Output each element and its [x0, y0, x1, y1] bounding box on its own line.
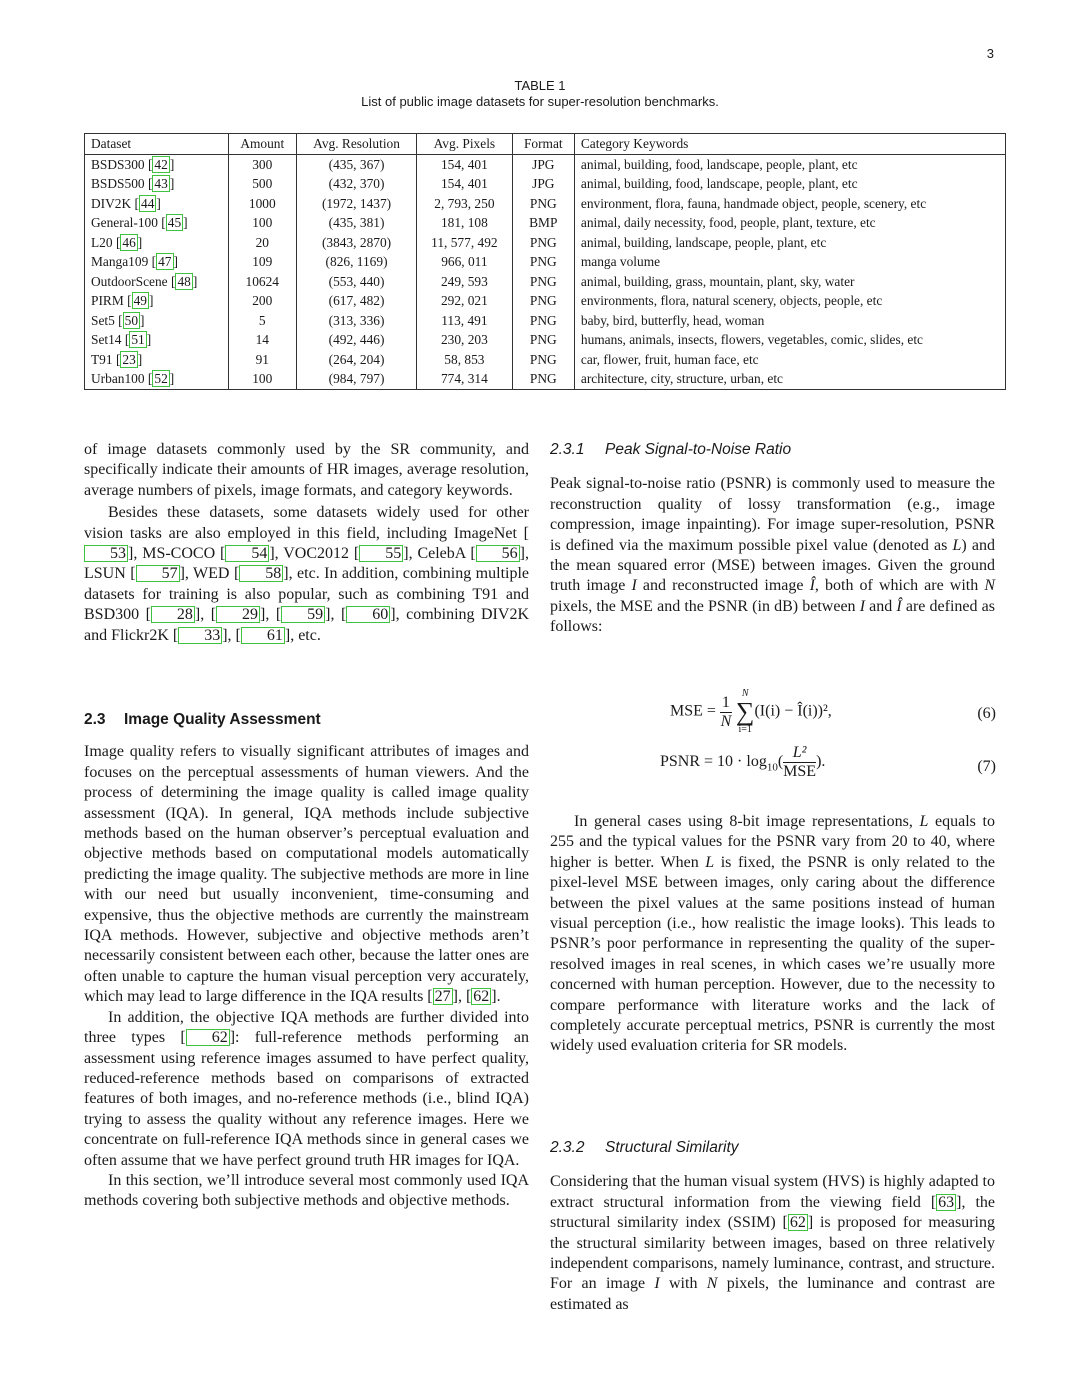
cell-resolution: (435, 367) — [297, 154, 417, 174]
equation-7: PSNR = $10 \cdot \log_{10}$( $\frac{\text{L²}}{\text{MSE}}$ ). (7) — [660, 744, 996, 780]
cell-dataset: Urban100 [ 52 ] — [85, 369, 229, 389]
cell-resolution: (826, 1169) — [297, 252, 417, 272]
citation-link[interactable]: 42 — [154, 156, 168, 172]
citation-link[interactable]: 56 — [476, 545, 520, 562]
cell-amount: 14 — [228, 330, 296, 350]
cell-format: JPG — [512, 174, 574, 194]
subsection-heading: 2.3.2 Structural Similarity — [550, 1139, 739, 1156]
cell-resolution: (492, 446) — [297, 330, 417, 350]
col-header-format: Format — [512, 134, 574, 155]
cell-amount: 100 — [228, 213, 296, 233]
paragraph: Peak signal-to-noise ratio (PSNR) is commonly used to measure the reconstruction quality of lossy transformation (e.g., image compression, image inpainting). For image super-resolution, PSNR is defined via the maximum possible pixel value (denoted as L) and the mean squared error (MSE) between images. Given the ground truth image I and reconstructed image Î, both of which are with N pixels, the MSE and the PSNR (in dB) between I and Î are defined as follows: — [550, 475, 996, 636]
cell-amount: 1000 — [228, 194, 296, 214]
cell-resolution: (313, 336) — [297, 311, 417, 331]
citation-link[interactable]: 57 — [136, 565, 180, 582]
cell-dataset: General-100 [ 45 ] — [85, 213, 229, 233]
citation-link[interactable]: 60 — [346, 606, 390, 623]
cell-pixels: 154, 401 — [417, 174, 513, 194]
cell-format: PNG — [512, 272, 574, 292]
cell-format: PNG — [512, 330, 574, 350]
dataset-name: Urban100 — [91, 371, 145, 386]
citation-link[interactable]: 44 — [141, 195, 155, 211]
dataset-name: PIRM — [91, 293, 124, 308]
table-header-row — [85, 134, 1006, 155]
dataset-name: BSDS500 — [91, 176, 145, 191]
cell-pixels: 2, 793, 250 — [417, 194, 513, 214]
table-row — [85, 174, 1006, 194]
page-number: 3 — [986, 46, 994, 61]
cell-keywords: animal, building, food, landscape, people, plant, etc — [574, 154, 1005, 174]
cell-dataset: Set5 [ 50 ] — [85, 311, 229, 331]
cell-format: PNG — [512, 291, 574, 311]
cell-amount: 100 — [228, 369, 296, 389]
citation-link[interactable]: 62 — [473, 988, 490, 1006]
cell-pixels: 230, 203 — [417, 330, 513, 350]
cell-keywords: car, flower, fruit, human face, etc — [574, 350, 1005, 370]
table-row — [85, 369, 1006, 389]
dataset-name: Set14 — [91, 332, 122, 347]
table-row — [85, 330, 1006, 350]
cell-format: JPG — [512, 154, 574, 174]
cell-format: PNG — [512, 311, 574, 331]
citation-link[interactable]: 62 — [186, 1029, 230, 1046]
table-row — [85, 252, 1006, 272]
equation-6: MSE = $\frac{1}{N}$ N ∑ i=1 (I(i) − Î(i))², (6) — [670, 688, 996, 735]
paragraph: In addition, the objective IQA methods are further divided into three types [ 62 ]: full-reference methods performing an assessment using reference images assumed to have perfect quality, reduced-reference methods based on comparisons of extracted features of both images, and no-reference methods (i.e., blind IQA) trying to assess the quality without any reference images. Here we concentrate on full-reference IQA methods since in general cases we often assume that we have perfect ground truth HR images for IQA. — [84, 1008, 530, 1169]
cell-pixels: 292, 021 — [417, 291, 513, 311]
cell-keywords: environment, flora, fauna, handmade object, people, scenery, etc — [574, 194, 1005, 214]
cell-resolution: (3843, 2870) — [297, 233, 417, 253]
citation-link[interactable]: 62 — [789, 1214, 806, 1232]
cell-dataset: L20 [ 46 ] — [85, 233, 229, 253]
cell-format: PNG — [512, 252, 574, 272]
cell-keywords: environments, flora, natural scenery, objects, people, etc — [574, 291, 1005, 311]
col-header-resolution: Avg. Resolution — [297, 134, 417, 155]
citation-link[interactable]: 28 — [151, 606, 195, 623]
citation-link[interactable]: 51 — [131, 332, 145, 347]
right-column-continued — [550, 812, 995, 1057]
table-row — [85, 154, 1006, 174]
citation-link[interactable]: 59 — [281, 606, 325, 623]
citation-link[interactable]: 27 — [434, 988, 451, 1006]
cell-amount: 20 — [228, 233, 296, 253]
table-row — [85, 194, 1006, 214]
cell-amount: 109 — [228, 252, 296, 272]
citation-link[interactable]: 55 — [359, 545, 403, 562]
cell-resolution: (984, 797) — [297, 369, 417, 389]
dataset-name: Set5 — [91, 312, 115, 328]
cell-resolution: (1972, 1437) — [297, 194, 417, 214]
subsection-heading: 2.3.1 Peak Signal-to-Noise Ratio — [550, 441, 792, 458]
citation-link[interactable]: 23 — [122, 351, 136, 367]
cell-keywords: manga volume — [574, 252, 1005, 272]
cell-dataset: DIV2K [ 44 ] — [85, 194, 229, 214]
citation-link[interactable]: 54 — [225, 545, 269, 562]
cell-amount: 300 — [228, 154, 296, 174]
table-row — [85, 291, 1006, 311]
cell-dataset: Manga109 [ 47 ] — [85, 252, 229, 272]
cell-dataset: OutdoorScene [ 48 ] — [85, 272, 229, 292]
cell-pixels: 58, 853 — [417, 350, 513, 370]
citation-link[interactable]: 47 — [158, 254, 172, 269]
dataset-name: Manga109 — [91, 254, 149, 269]
table-label: TABLE 1 — [514, 78, 566, 93]
paragraph: In general cases using 8-bit image representations, L equals to 255 and the typical values for the PSNR vary from 20 to 40, where higher is better. When L is fixed, the PSNR is only related to the pixel-level MSE between images, only caring about the difference between the pixel values at the same positions instead of human visual perception (i.e., how realistic the image looks). This leads to PSNR’s poor performance in representing the quality of the super-resolved images in real scenes, in which cases we’re usually more concerned with human perception. However, due to the necessity to compare performance with literature works and the lack of completely accurate perceptual metrics, PSNR is currently the most widely used evaluation criteria for SR models. — [550, 813, 996, 1055]
dataset-name: General-100 — [91, 215, 158, 230]
cell-format: PNG — [512, 369, 574, 389]
table-row — [85, 213, 1006, 233]
table-caption — [0, 78, 1080, 110]
cell-resolution: (553, 440) — [297, 272, 417, 292]
citation-link[interactable]: 46 — [122, 234, 136, 250]
col-header-dataset: Dataset — [85, 134, 229, 155]
cell-dataset: Set14 [ 51 ] — [85, 330, 229, 350]
cell-keywords: animal, daily necessity, food, people, plant, texture, etc — [574, 213, 1005, 233]
cell-format: BMP — [512, 213, 574, 233]
cell-keywords: baby, bird, butterfly, head, woman — [574, 311, 1005, 331]
cell-resolution: (435, 381) — [297, 213, 417, 233]
cell-amount: 200 — [228, 291, 296, 311]
citation-link[interactable]: 50 — [124, 312, 139, 328]
cell-resolution: (617, 482) — [297, 291, 417, 311]
table-caption-text: List of public image datasets for super-resolution benchmarks. — [361, 94, 719, 109]
cell-dataset: T91 [ 23 ] — [85, 350, 229, 370]
citation-link[interactable]: 45 — [167, 215, 182, 230]
dataset-name: T91 — [91, 351, 113, 367]
cell-keywords: humans, animals, insects, flowers, vegetables, comic, slides, etc — [574, 330, 1005, 350]
dataset-name: L20 — [91, 234, 113, 250]
left-column-section — [84, 710, 529, 1212]
table-row — [85, 350, 1006, 370]
cell-resolution: (432, 370) — [297, 174, 417, 194]
cell-pixels: 249, 593 — [417, 272, 513, 292]
paragraph: In this section, we’ll introduce several most commonly used IQA methods covering both subjective methods and objective methods. — [84, 1171, 529, 1210]
datasets-table — [84, 133, 1006, 390]
citation-link[interactable]: 52 — [154, 371, 168, 386]
cell-amount: 500 — [228, 174, 296, 194]
citation-link[interactable]: 63 — [938, 1193, 955, 1211]
citation-link[interactable]: 49 — [133, 293, 147, 308]
table-row — [85, 272, 1006, 292]
left-column — [84, 440, 529, 646]
cell-amount: 10624 — [228, 272, 296, 292]
paragraph: Image quality refers to visually significant attributes of images and focuses on the perceptual assessments of human viewers. And the process of determining the image quality is called image quality assessment (IQA). In general, IQA methods include subjective methods based on the human observer’s perceptual evaluation and objective methods based on computational models automatically predicting the image quality. The subjective methods are more in line with our need but usually inconvenient, time-consuming and expensive, thus the objective methods are currently the mainstream IQA methods. However, subjective and objective methods aren’t necessarily consistent between each other, because the latter ones are often unable to capture the human visual perception very accurately, which may lead to large difference in the IQA results [ 27 ], [ 62 ]. — [84, 743, 529, 1006]
paragraph: Considering that the human visual system (HVS) is highly adapted to extract structural information from the viewing field [ 63 ], the structural similarity index (SSIM) [ 62 ] is proposed for measuring the structural similarity between images, based on three relatively independent comparisons, namely luminance, contrast, and structure. For an image I with N pixels, the luminance and contrast are estimated as — [550, 1173, 996, 1313]
cell-keywords: animal, building, grass, mountain, plant, sky, water — [574, 272, 1005, 292]
table-row — [85, 233, 1006, 253]
cell-pixels: 154, 401 — [417, 154, 513, 174]
cell-pixels: 774, 314 — [417, 369, 513, 389]
citation-link[interactable]: 53 — [84, 545, 128, 562]
section-heading: 2.3 Image Quality Assessment — [84, 711, 321, 728]
right-column-ssim — [550, 1138, 995, 1315]
col-header-pixels: Avg. Pixels — [417, 134, 513, 155]
citation-link[interactable]: 48 — [177, 273, 191, 289]
citation-link[interactable]: 58 — [239, 565, 283, 582]
equation-number: (7) — [977, 758, 996, 775]
cell-pixels: 11, 577, 492 — [417, 233, 513, 253]
cell-pixels: 113, 491 — [417, 311, 513, 331]
cell-pixels: 966, 011 — [417, 252, 513, 272]
dataset-name: OutdoorScene — [91, 273, 168, 289]
citation-link[interactable]: 61 — [241, 627, 285, 644]
cell-keywords: animal, building, food, landscape, people, plant, etc — [574, 174, 1005, 194]
cell-pixels: 181, 108 — [417, 213, 513, 233]
col-header-amount: Amount — [228, 134, 296, 155]
cell-dataset: BSDS300 [ 42 ] — [85, 154, 229, 174]
cell-keywords: architecture, city, structure, urban, etc — [574, 369, 1005, 389]
paragraph: of image datasets commonly used by the SR community, and specifically indicate their amounts of HR images, average resolution, average numbers of pixels, image formats, and category keywords. — [84, 441, 529, 499]
cell-amount: 91 — [228, 350, 296, 370]
cell-dataset: BSDS500 [ 43 ] — [85, 174, 229, 194]
cell-format: PNG — [512, 350, 574, 370]
cell-amount: 5 — [228, 311, 296, 331]
cell-format: PNG — [512, 233, 574, 253]
cell-keywords: animal, building, landscape, people, plant, etc — [574, 233, 1005, 253]
cell-format: PNG — [512, 194, 574, 214]
dataset-name: DIV2K — [91, 195, 132, 211]
table-row — [85, 311, 1006, 331]
col-header-keywords: Category Keywords — [574, 134, 1005, 155]
cell-resolution: (264, 204) — [297, 350, 417, 370]
right-column — [550, 440, 995, 638]
citation-link[interactable]: 29 — [216, 606, 260, 623]
dataset-name: BSDS300 — [91, 156, 145, 172]
equation-number: (6) — [977, 705, 996, 722]
cell-dataset: PIRM [ 49 ] — [85, 291, 229, 311]
paragraph: Besides these datasets, some datasets widely used for other vision tasks are also employed in this field, including ImageNet [53 ], MS-COCO [ 54 ], VOC2012 [ 55 ], CelebA [ 56 ], LSUN [ 57 ], WED [ 58 ], etc. In addition, combining multiple datasets for training is also popular, such as combining T91 and BSD300 [ 28 ], [ 29 ], [ 59 ], [ 60 ], combining DIV2K and Flickr2K [ 33 ], [ 61 ], etc. — [84, 504, 530, 644]
citation-link[interactable]: 43 — [154, 176, 168, 191]
citation-link[interactable]: 33 — [178, 627, 222, 644]
